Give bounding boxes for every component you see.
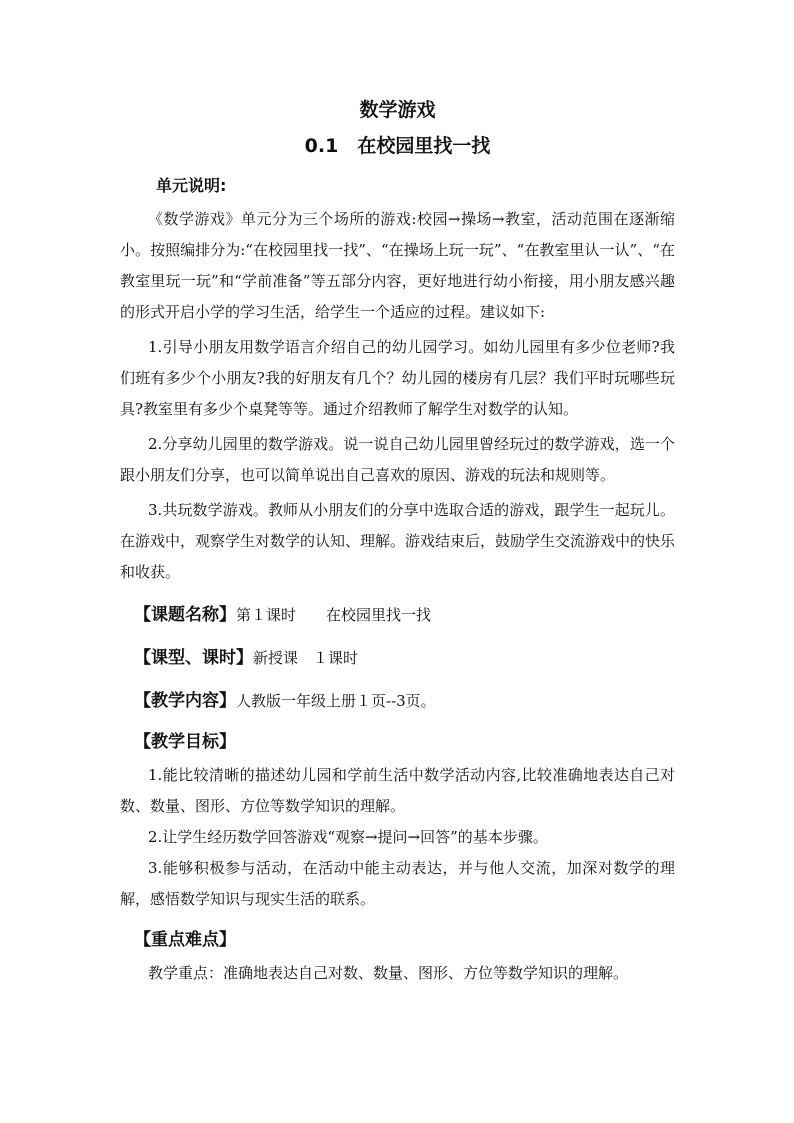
unit-intro-paragraph: 《数学游戏》单元分为三个场所的游戏:校园→操场→教室，活动范围在逐渐缩小。按照编排分为:“在校园里找一找”、“在操场上玩一玩”、“在教室里认一认”、“在教室里玩一玩”和“学前准备”等五部分内容，更好地进行幼小衔接，用小朋友感兴趣的形式开启小学的学习生活，给学生一个适应的过程。建议如下:: [120, 210, 675, 321]
suggestion-item-2: 2.分享幼儿园里的数学游戏。说一说自己幼儿园里曾经玩过的数学游戏，选一个跟小朋友们分享，也可以简单说出自己喜欢的原因、游戏的玩法和规则等。: [120, 435, 675, 484]
unit-description-heading: 单元说明:: [156, 176, 227, 195]
lesson-type-line: [134, 643, 675, 674]
lesson-subtitle: 0.1 在校园里找一找: [304, 135, 491, 157]
lesson-name-label: 【课题名称】: [134, 605, 236, 625]
key-points-heading: 【重点难点】: [134, 930, 236, 950]
lesson-type-label: 【课型、课时】: [134, 648, 253, 668]
objectives-heading: 【教学目标】: [134, 732, 236, 752]
objective-item-3: 3.能够积极参与活动，在活动中能主动表达，并与他人交流，加深对数学的理解，感悟数学知识与现实生活的联系。: [120, 859, 675, 908]
teaching-content-label: 【教学内容】: [134, 691, 236, 711]
document-title: 数学游戏: [359, 99, 436, 121]
suggestion-item-3: 3.共玩数学游戏。教师从小朋友们的分享中选取合适的游戏，跟学生一起玩儿。在游戏中，观察学生对数学的认知、理解。游戏结束后，鼓励学生交流游戏中的快乐和收获。: [120, 501, 676, 581]
key-points-focus: 教学重点：准确地表达自己对数、数量、图形、方位等数学知识的理解。: [148, 964, 629, 982]
teaching-content-value: 人教版一年级上册１页--3页。: [236, 692, 436, 710]
objective-item-1: 1.能比较清晰的描述幼儿园和学前生活中数学活动内容,比较准确地表达自己对数、数量、图形、方位等数学知识的理解。: [120, 766, 675, 815]
objective-item-2: 2.让学生经历数学回答游戏“观察→提问→回答”的基本步骤。: [148, 828, 548, 846]
teaching-content-line: [134, 686, 675, 717]
suggestion-item-1: 1.引导小朋友用数学语言介绍自己的幼儿园学习。如幼儿园里有多少位老师?我们班有多少个小朋友?我的好朋友有几个？幼儿园的楼房有几层？我们平时玩哪些玩具?教室里有多少个桌凳等等。通过介绍教师了解学生对数学的认知。: [120, 338, 675, 418]
lesson-name-value: 第１课时 在校园里找一找: [236, 606, 432, 624]
lesson-name-line: [134, 600, 675, 631]
lesson-type-value: 新授课 １课时: [253, 649, 359, 667]
document-page: [120, 96, 675, 989]
